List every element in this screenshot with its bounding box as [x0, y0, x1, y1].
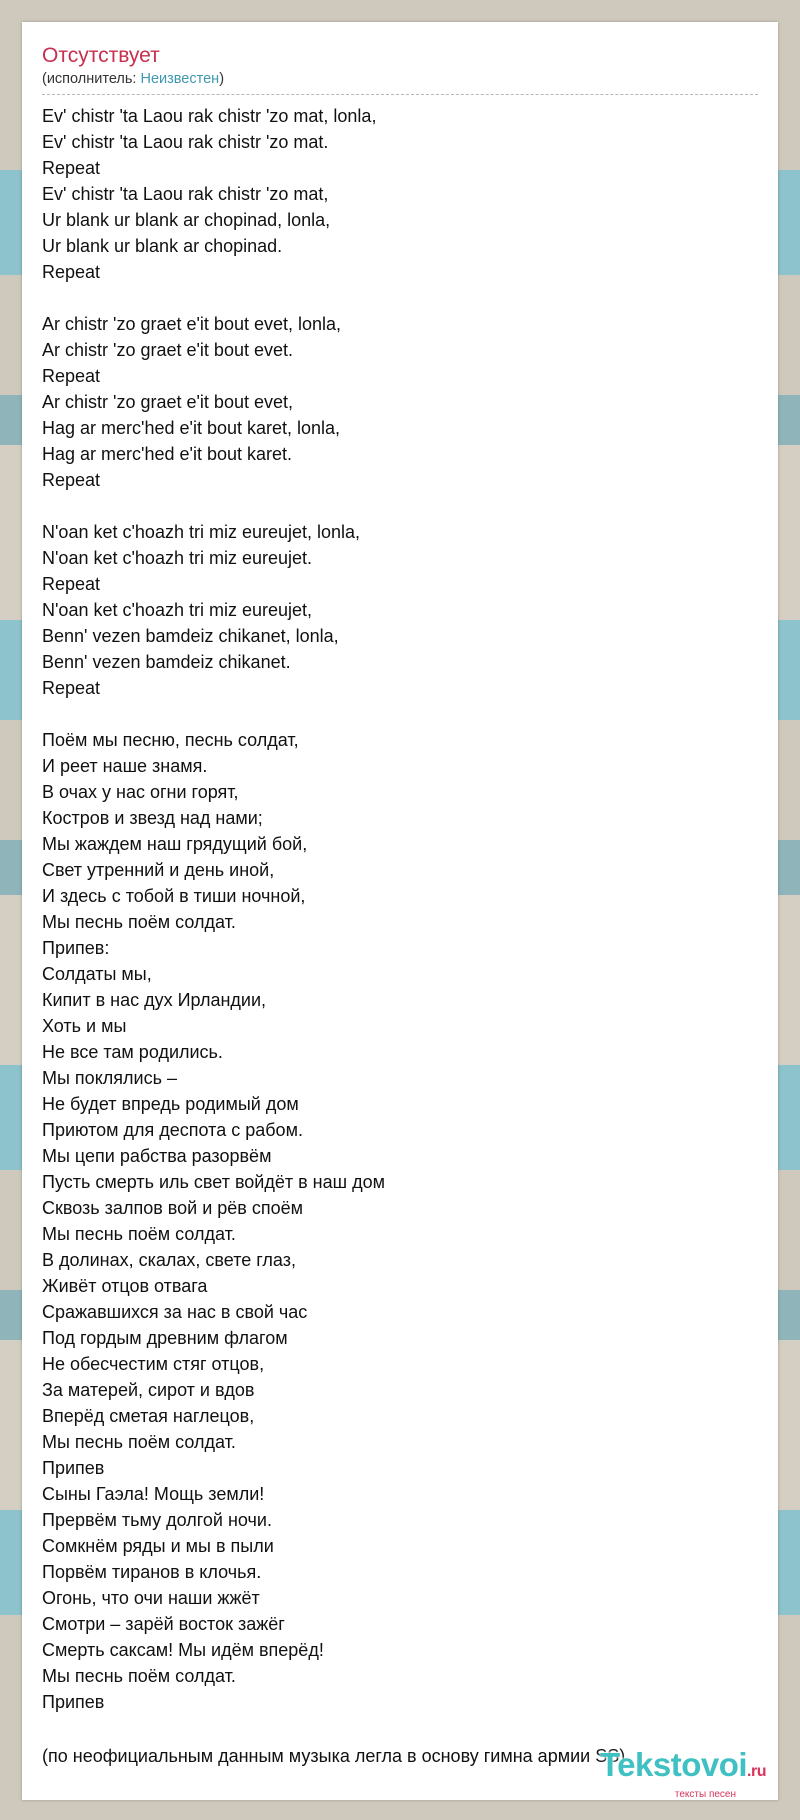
lyric-line: Порвём тиранов в клочья.	[42, 1562, 262, 1582]
lyric-line: Не будет впредь родимый дом	[42, 1094, 299, 1114]
lyric-line: За матерей, сирот и вдов	[42, 1380, 255, 1400]
lyric-line: Поём мы песню, песнь солдат,	[42, 730, 299, 750]
site-logo[interactable]	[600, 1748, 766, 1800]
lyric-line: Сражавшихся за нас в свой час	[42, 1302, 308, 1322]
lyrics-card	[22, 22, 778, 1800]
lyric-line: Repeat	[42, 158, 101, 178]
lyric-line: Ev' chistr 'ta Laou rak chistr 'zo mat,	[42, 184, 329, 204]
lyric-line: Repeat	[42, 678, 101, 698]
lyric-line: Живёт отцов отвага	[42, 1276, 208, 1296]
lyric-line: Огонь, что очи наши жжёт	[42, 1588, 260, 1608]
lyric-line: Мы песнь поём солдат.	[42, 1224, 236, 1244]
lyric-line: В долинах, скалах, свете глаз,	[42, 1250, 296, 1270]
lyric-line: Сыны Гаэла! Мощь земли!	[42, 1484, 265, 1504]
lyric-line: Под гордым древним флагом	[42, 1328, 288, 1348]
lyric-line: Пусть смерть иль свет войдёт в наш дом	[42, 1172, 385, 1192]
lyric-line: Прервём тьму долгой ночи.	[42, 1510, 272, 1530]
lyric-line: N'oan ket c'hoazh tri miz eureujet.	[42, 548, 312, 568]
artist-link[interactable]: Неизвестен	[140, 71, 220, 87]
lyric-line: Benn' vezen bamdeiz chikanet, lonla,	[42, 626, 339, 646]
lyric-line: Вперёд сметая наглецов,	[42, 1406, 255, 1426]
lyric-line: Repeat	[42, 262, 101, 282]
lyric-line: Repeat	[42, 574, 101, 594]
lyric-line: И реет наше знамя.	[42, 756, 208, 776]
lyric-line: N'oan ket c'hoazh tri miz eureujet, lonla,	[42, 522, 361, 542]
lyric-line: Смерть саксам! Мы идём вперёд!	[42, 1640, 324, 1660]
lyrics-text	[42, 103, 758, 1715]
lyric-line: Мы песнь поём солдат.	[42, 1432, 236, 1452]
lyric-line: Repeat	[42, 470, 101, 490]
lyric-line: Хоть и мы	[42, 1016, 127, 1036]
logo-tagline: тексты песен	[674, 1789, 736, 1800]
lyric-line: Hag ar merc'hed e'it bout karet.	[42, 444, 292, 464]
artist-prefix: (исполнитель:	[42, 71, 141, 87]
lyric-line: Ev' chistr 'ta Laou rak chistr 'zo mat.	[42, 132, 329, 152]
lyric-line: Солдаты мы,	[42, 964, 152, 984]
lyric-line: Ur blank ur blank ar chopinad.	[42, 236, 283, 256]
lyric-line: N'oan ket c'hoazh tri miz eureujet,	[42, 600, 312, 620]
lyric-line: Смотри – зарёй восток зажёг	[42, 1614, 285, 1634]
lyric-line: Кипит в нас дух Ирландии,	[42, 990, 267, 1010]
lyric-line: Мы песнь поём солдат.	[42, 912, 236, 932]
lyric-line: Сквозь залпов вой и рёв споём	[42, 1198, 303, 1218]
lyric-line: Benn' vezen bamdeiz chikanet.	[42, 652, 291, 672]
logo-tld: .ru	[747, 1763, 766, 1780]
footnote: (по неофициальным данным музыка легла в основу гимна армии SS)	[42, 1746, 626, 1766]
lyric-line: Приютом для деспота с рабом.	[42, 1120, 303, 1140]
artist-suffix: )	[219, 71, 225, 87]
lyric-line	[42, 285, 758, 311]
lyric-line: Припев:	[42, 938, 110, 958]
logo-wordmark	[600, 1748, 766, 1789]
lyric-line: Hag ar merc'hed e'it bout karet, lonla,	[42, 418, 341, 438]
logo-name: Tekstovoi	[599, 1746, 748, 1783]
lyric-line: И здесь с тобой в тиши ночной,	[42, 886, 306, 906]
lyric-line: Свет утренний и день иной,	[42, 860, 275, 880]
lyric-line: Мы жаждем наш грядущий бой,	[42, 834, 308, 854]
lyric-line: Ev' chistr 'ta Laou rak chistr 'zo mat, lonla,	[42, 106, 377, 126]
lyric-line: Repeat	[42, 366, 101, 386]
lyric-line: Припев	[42, 1458, 105, 1478]
lyric-line: Костров и звезд над нами;	[42, 808, 263, 828]
lyric-line: Сомкнём ряды и мы в пыли	[42, 1536, 274, 1556]
lyric-line: Ar chistr 'zo graet e'it bout evet,	[42, 392, 293, 412]
lyric-line: Ur blank ur blank ar chopinad, lonla,	[42, 210, 331, 230]
lyric-line: Припев	[42, 1692, 105, 1712]
lyric-line	[42, 493, 758, 519]
lyric-line: Ar chistr 'zo graet e'it bout evet, lonla,	[42, 314, 342, 334]
lyric-line: В очах у нас огни горят,	[42, 782, 239, 802]
lyric-line: Не обесчестим стяг отцов,	[42, 1354, 265, 1374]
lyric-line: Мы песнь поём солдат.	[42, 1666, 236, 1686]
lyric-line	[42, 701, 758, 727]
lyric-line: Мы поклялись –	[42, 1068, 177, 1088]
song-title: Отсутствует	[42, 44, 160, 67]
lyric-line: Ar chistr 'zo graet e'it bout evet.	[42, 340, 293, 360]
artist-line	[42, 70, 758, 95]
lyric-line: Не все там родились.	[42, 1042, 223, 1062]
lyric-line: Мы цепи рабства разорвём	[42, 1146, 272, 1166]
